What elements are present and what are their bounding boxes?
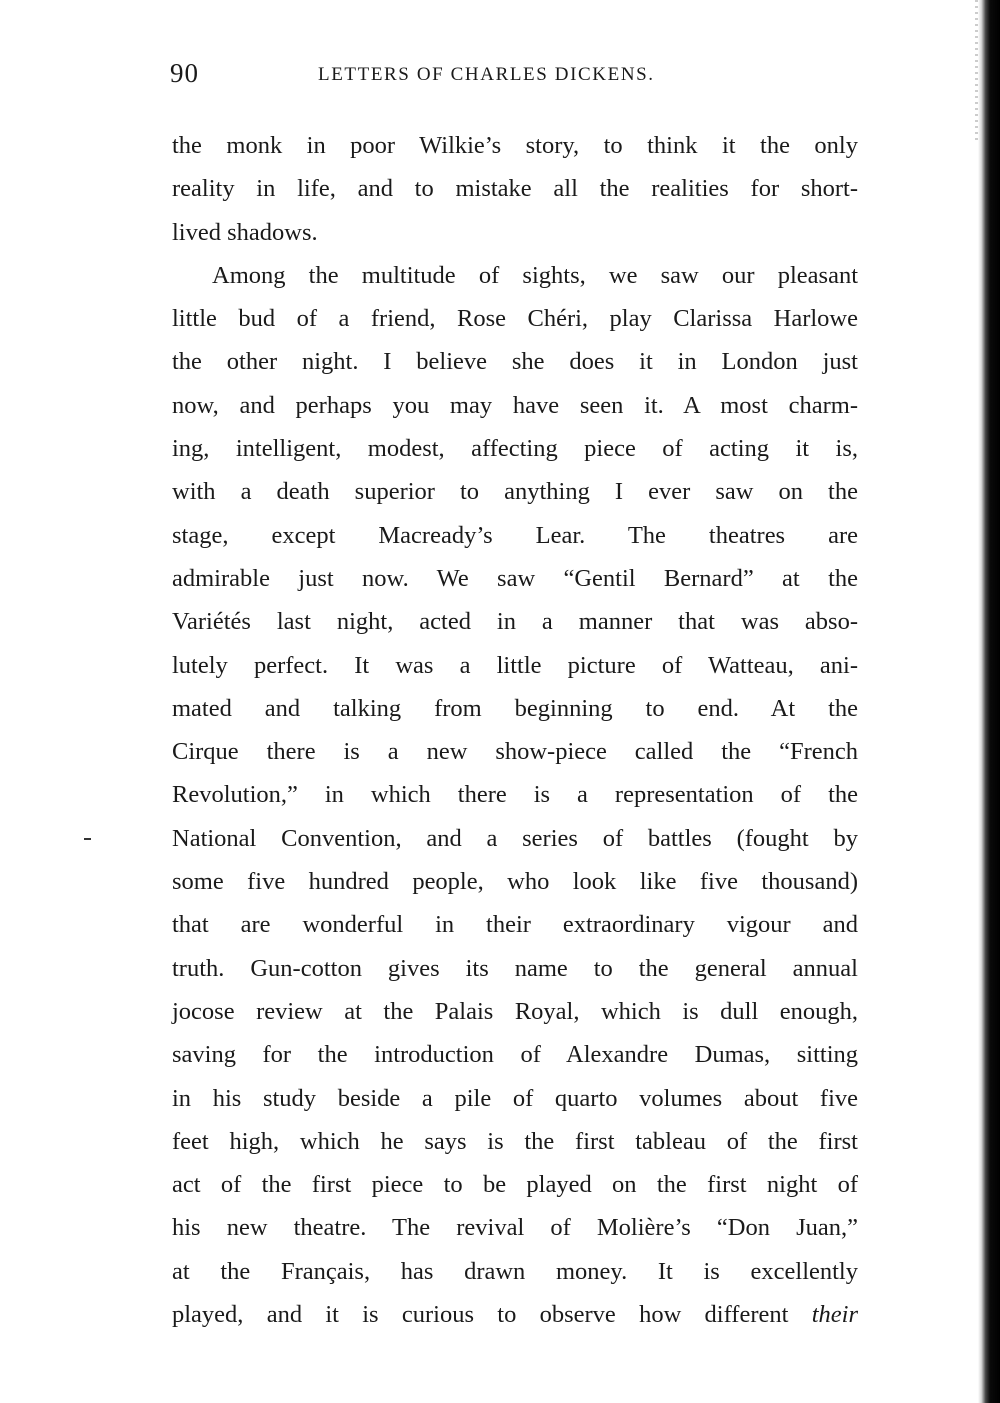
text-line: saving for the introduction of Alexandre Dumas, sitting (172, 1041, 858, 1069)
text-line: stage, except Macready’s Lear. The theatres are (172, 521, 858, 549)
running-head: LETTERS OF CHARLES DICKENS. (318, 64, 655, 85)
margin-mark (84, 838, 91, 840)
text-line: some five hundred people, who look like five thousand) (172, 868, 858, 896)
text-line: feet high, which he says is the first tableau of the first (172, 1127, 858, 1155)
text-line: his new theatre. The revival of Molière’s “Don Juan,” (172, 1214, 858, 1242)
text-line: at the Français, has drawn money. It is excellently (172, 1257, 858, 1285)
text-line: mated and talking from beginning to end. At the (172, 694, 858, 722)
page-number: 90 (170, 58, 199, 88)
text-line: Revolution,” in which there is a representation of the (172, 781, 858, 809)
text-line: the other night. I believe she does it in London just (172, 348, 858, 376)
text-line: admirable just now. We saw “Gentil Bernard” at the (172, 564, 858, 592)
text-line: jocose review at the Palais Royal, which is dull enough, (172, 997, 858, 1025)
text-line: reality in life, and to mistake all the realities for short- (172, 175, 858, 203)
italic-word: their (811, 1301, 858, 1329)
text-line: lived shadows. (172, 218, 318, 246)
text-line: National Convention, and a series of battles (fought by (172, 824, 858, 852)
final-line-lead: played, and it is curious to observe how different (172, 1301, 789, 1329)
text-line: Cirque there is a new show-piece called the “French (172, 738, 858, 766)
final-text-line (172, 1293, 858, 1336)
text-line: now, and perhaps you may have seen it. A most charm- (172, 391, 858, 419)
scan-noise (975, 0, 978, 140)
paragraph-start-line: Among the multitude of sights, we saw our pleasant (212, 261, 858, 289)
text-line: truth. Gun-cotton gives its name to the general annual (172, 954, 858, 982)
text-line: the monk in poor Wilkie’s story, to think it the only (172, 132, 858, 159)
text-line: in his study beside a pile of quarto volumes about five (172, 1084, 858, 1112)
text-line: act of the first piece to be played on the first night of (172, 1171, 858, 1199)
text-line: that are wonderful in their extraordinary vigour and (172, 911, 858, 939)
text-line: lutely perfect. It was a little picture of Watteau, ani- (172, 651, 858, 679)
text-line: ing, intelligent, modest, affecting piece of acting it is, (172, 435, 858, 463)
page-header (170, 58, 870, 88)
page-binding-edge (978, 0, 1000, 1403)
text-line: little bud of a friend, Rose Chéri, play Clarissa Harlowe (172, 305, 858, 333)
text-line: Variétés last night, acted in a manner that was abso- (172, 608, 858, 636)
text-line: with a death superior to anything I ever saw on the (172, 478, 858, 506)
body-text (172, 124, 858, 1336)
